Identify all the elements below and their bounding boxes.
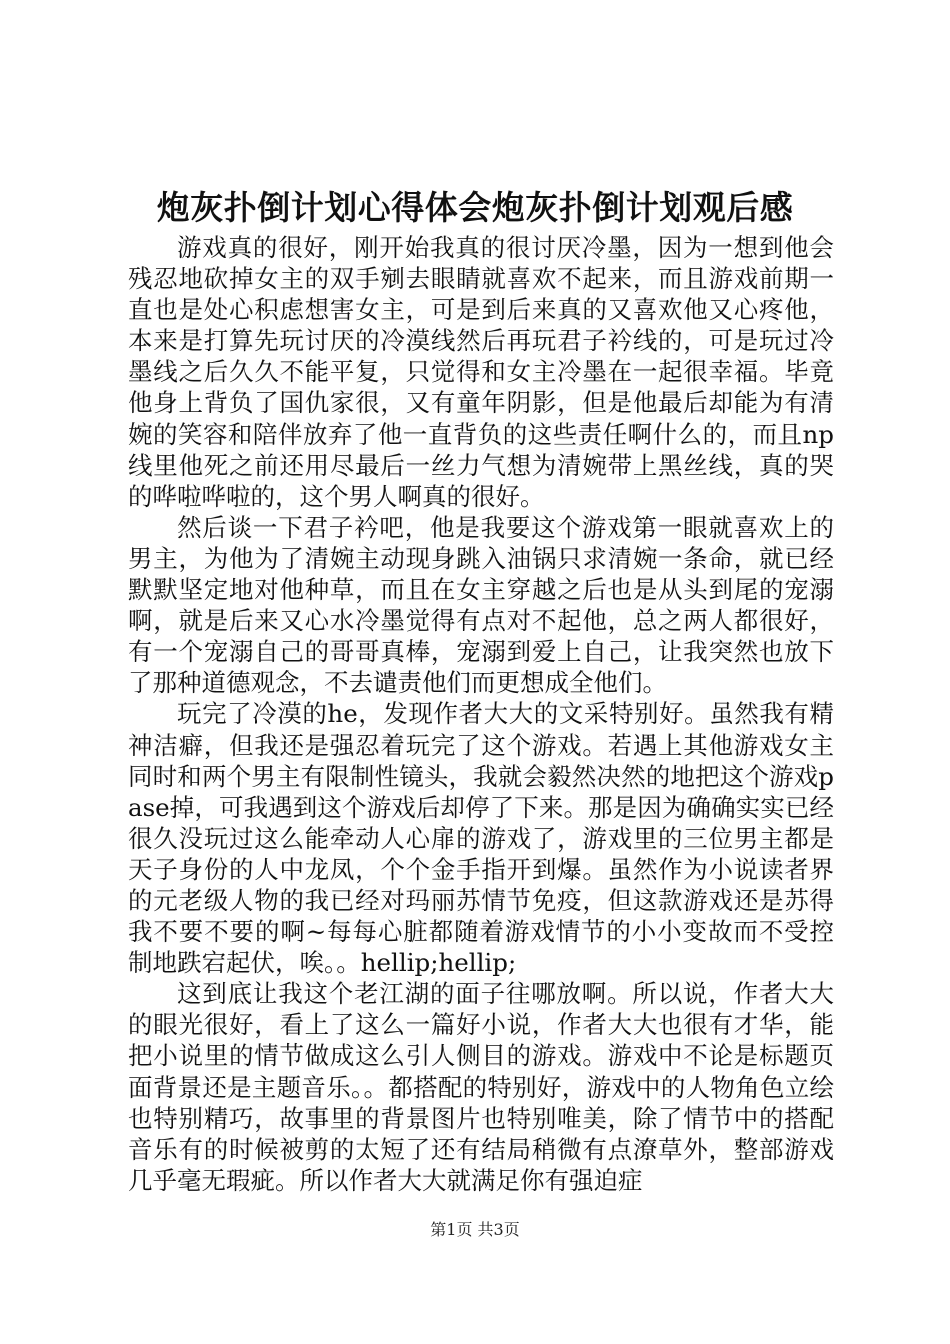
document-body bbox=[128, 232, 834, 1196]
page-number-footer: 第1页 共3页 bbox=[430, 1220, 520, 1239]
paragraph: 这到底让我这个老江湖的面子往哪放啊。所以说，作者大大的眼光很好，看上了这么一篇好小说，作者大大也很有才华，能把小说里的情节做成这么引人侧目的游戏。游戏中不论是标题页面背景还是主题音乐。。都搭配的特别好，游戏中的人物角色立绘也特别精巧，故事里的背景图片也特别唯美，除了情节中的搭配音乐有的时候被剪的太短了还有结局稍微有点潦草外，整部游戏几乎毫无瑕疵。所以作者大大就满足你有强迫症 bbox=[128, 979, 834, 1195]
paragraph: 然后谈一下君子衿吧，他是我要这个游戏第一眼就喜欢上的男主，为他为了清婉主动现身跳入油锅只求清婉一条命，就已经默默坚定地对他种草，而且在女主穿越之后也是从头到尾的宠溺啊，就是后来又心水冷墨觉得有点对不起他，总之两人都很好，有一个宠溺自己的哥哥真棒，宠溺到爱上自己，让我突然也放下了那种道德观念，不去谴责他们而更想成全他们。 bbox=[128, 512, 834, 698]
document-title: 炮灰扑倒计划心得体会炮灰扑倒计划观后感 bbox=[156, 188, 794, 227]
paragraph: 玩完了冷漠的he，发现作者大大的文采特别好。虽然我有精神洁癖，但我还是强忍着玩完了这个游戏。若遇上其他游戏女主同时和两个男主有限制性镜头，我就会毅然决然的地把这个游戏pase掉，可我遇到这个游戏后却停了下来。那是因为确确实实已经很久没玩过这么能牵动人心扉的游戏了，游戏里的三位男主都是天子身份的人中龙凤，个个金手指开到爆。虽然作为小说读者界的元老级人物的我已经对玛丽苏情节免疫，但这款游戏还是苏得我不要不要的啊~每每心脏都随着游戏情节的小小变故而不受控制地跌宕起伏，唉。。hellip;hellip; bbox=[128, 699, 834, 978]
paragraph: 游戏真的很好，刚开始我真的很讨厌冷墨，因为一想到他会残忍地砍掉女主的双手剜去眼睛就喜欢不起来，而且游戏前期一直也是处心积虑想害女主，可是到后来真的又喜欢他又心疼他，本来是打算先玩讨厌的冷漠线然后再玩君子衿线的，可是玩过冷墨线之后久久不能平复，只觉得和女主冷墨在一起很幸福。毕竟他身上背负了国仇家很，又有童年阴影，但是他最后却能为有清婉的笑容和陪伴放弃了他一直背负的这些责任啊什么的，而且np线里他死之前还用尽最后一丝力气想为清婉带上黑丝线，真的哭的哗啦哗啦的，这个男人啊真的很好。 bbox=[128, 233, 834, 511]
